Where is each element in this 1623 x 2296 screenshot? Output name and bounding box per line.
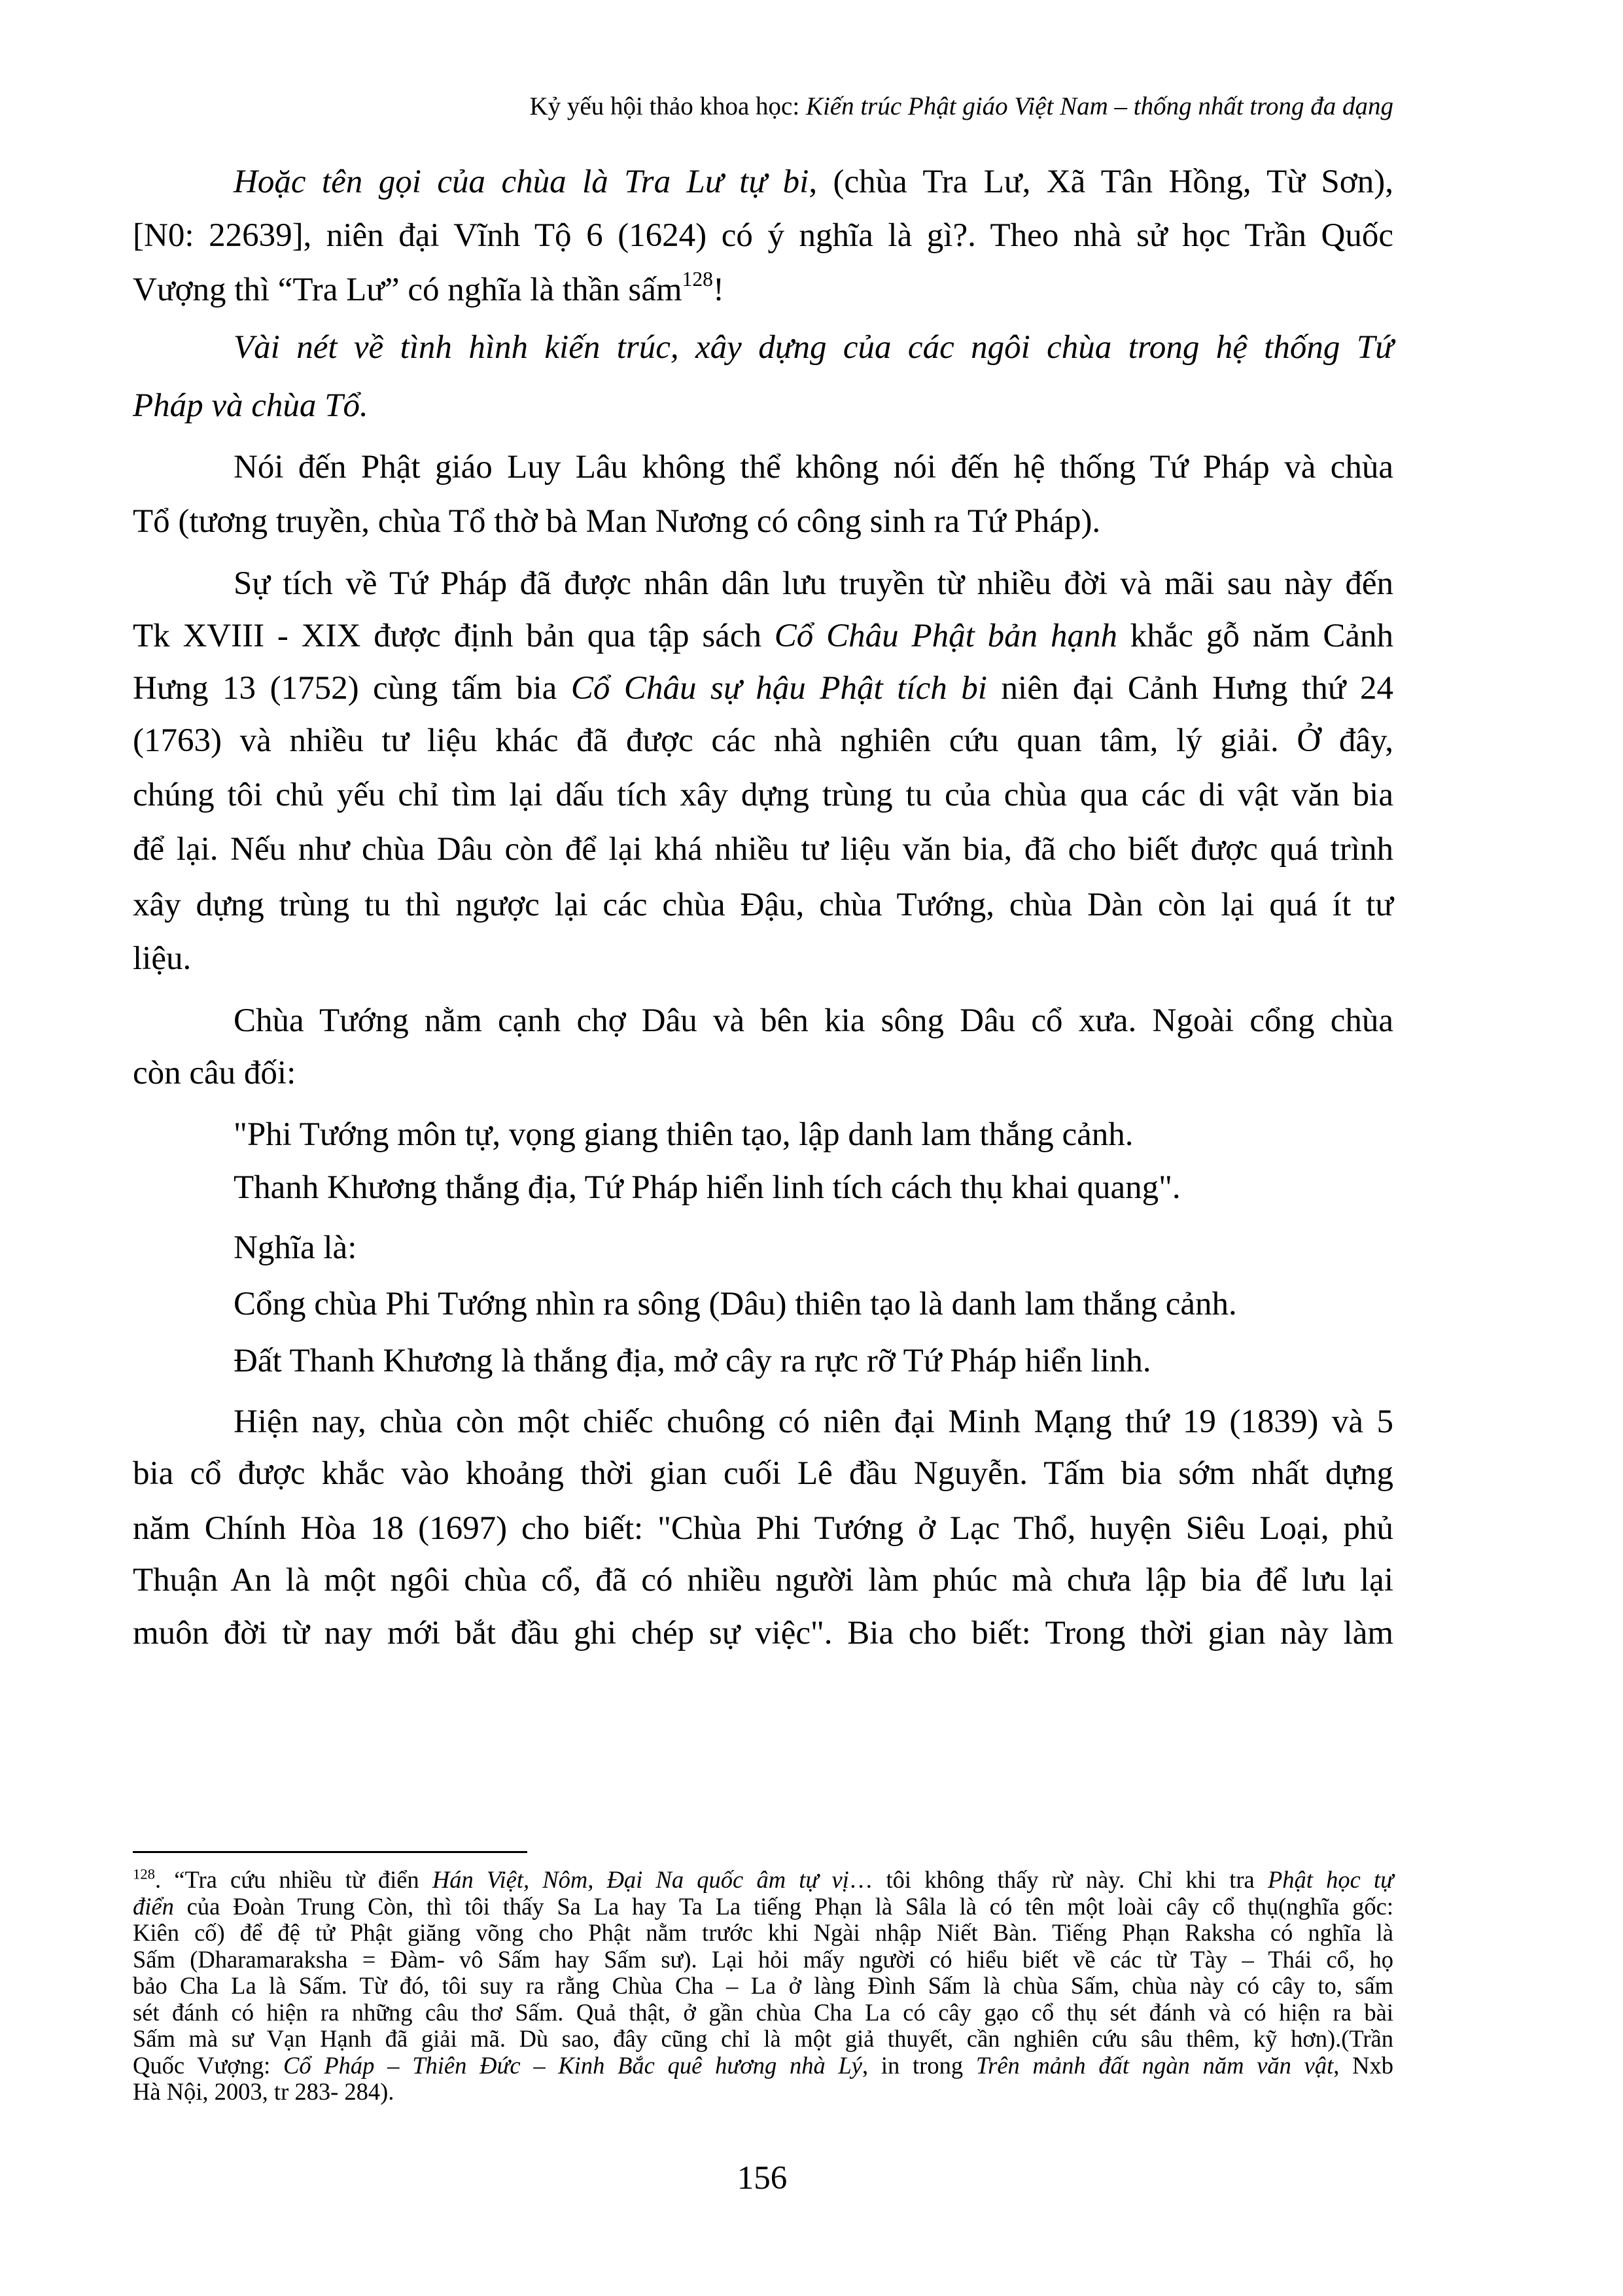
body-line bbox=[234, 1001, 1393, 1040]
body-line bbox=[133, 502, 1393, 541]
italic-text: Cổ Châu Phật bản hạnh bbox=[774, 618, 1117, 654]
body-line bbox=[234, 1284, 1237, 1324]
text-segment: Kiên cố) để đệ tử Phật giăng võng cho Phật nằm trước khi Ngài nhập Niết Bàn. Tiếng Phạn Raksha có nghĩa là bbox=[133, 1919, 1393, 1946]
text-segment: Tổ (tương truyền, chùa Tổ thờ bà Man Nương có công sinh ra Tứ Pháp). bbox=[133, 503, 1101, 540]
body-line bbox=[133, 1053, 1393, 1093]
italic-text: Hán Việt, Nôm, Đại Na quốc âm tự vị bbox=[432, 1866, 849, 1893]
text-segment: chúng tôi chủ yếu chỉ tìm lại dấu tích xây dựng trùng tu của chùa qua các di vật văn bia bbox=[133, 777, 1393, 813]
text-segment: , in trong bbox=[862, 2051, 976, 2079]
footnote-reference: 128 bbox=[682, 267, 713, 291]
text-segment: "Phi Tướng môn tự, vọng giang thiên tạo, lập danh lam thắng cảnh. bbox=[234, 1116, 1134, 1153]
text-segment: niên đại Cảnh Hưng thứ 24 bbox=[986, 670, 1393, 707]
footnote-line bbox=[133, 1866, 1393, 1893]
body-line bbox=[133, 830, 1393, 869]
body-line bbox=[133, 939, 1393, 978]
footnote-line bbox=[133, 2078, 1393, 2105]
running-header-prefix: Kỷ yếu hội thảo khoa học: bbox=[529, 92, 806, 120]
text-segment: Hà Nội, 2003, tr 283- 284). bbox=[133, 2078, 394, 2105]
page-number: 156 bbox=[737, 2160, 788, 2197]
text-segment: Chùa Tướng nằm cạnh chợ Dâu và bên kia sông Dâu cổ xưa. Ngoài cổng chùa bbox=[234, 1002, 1393, 1039]
text-segment: sét đánh có hiện ra những câu thơ Sấm. Quả thật, ở gần chùa Cha La có cây gạo cổ thụ sét đánh và có hiện ra bài bbox=[133, 1998, 1393, 2026]
body-line bbox=[133, 267, 1393, 309]
italic-text: Cổ Châu sự hậu Phật tích bi bbox=[570, 670, 987, 707]
text-segment: , (chùa Tra Lư, Xã Tân Hồng, Từ Sơn), bbox=[809, 164, 1393, 200]
text-segment: để lại. Nếu như chùa Dâu còn để lại khá nhiều tư liệu văn bia, đã cho biết được quá trình bbox=[133, 831, 1393, 868]
body-line bbox=[133, 1454, 1393, 1493]
body-line bbox=[234, 448, 1393, 487]
footnote-line bbox=[133, 1893, 1393, 1920]
italic-text: điển bbox=[133, 1892, 174, 1920]
body-line bbox=[133, 216, 1393, 255]
text-segment: Quốc Vượng: bbox=[133, 2051, 284, 2079]
body-line bbox=[133, 775, 1393, 815]
text-segment: Sấm (Dharamaraksha = Đàm- vô Sấm hay Sấm sư). Lại hỏi mấy người có hiểu biết về các từ Tày – Thái cổ, họ bbox=[133, 1945, 1393, 1973]
running-header bbox=[530, 92, 1393, 121]
text-segment: còn câu đối: bbox=[133, 1055, 296, 1091]
italic-text: Hoặc tên gọi của chùa là Tra Lư tự bi bbox=[234, 164, 809, 200]
text-segment: , Nxb bbox=[1333, 2051, 1394, 2079]
text-segment: liệu. bbox=[133, 940, 192, 977]
footnote-line bbox=[133, 1972, 1393, 1999]
text-segment: xây dựng trùng tu thì ngược lại các chùa Đậu, chùa Tướng, chùa Dàn còn lại quá ít tư bbox=[133, 887, 1393, 923]
body-line bbox=[234, 1341, 1151, 1381]
text-segment: (1763) và nhiều tư liệu khác đã được các nhà nghiên cứu quan tâm, lý giải. Ở đây, bbox=[133, 722, 1393, 759]
text-segment: khắc gỗ năm Cảnh bbox=[1117, 618, 1393, 654]
running-header-title: Kiến trúc Phật giáo Việt Nam – thống nhất trong đa dạng bbox=[805, 92, 1393, 120]
text-segment: bảo Cha La là Sấm. Từ đó, tôi suy ra rằng Chùa Cha – La ở làng Đình Sấm là chùa Sấm, chùa này có cây to, sấm bbox=[133, 1972, 1393, 1999]
footnote-line bbox=[133, 1999, 1393, 2026]
italic-text: Vài nét về tình hình kiến trúc, xây dựng của các ngôi chùa trong hệ thống Tứ bbox=[234, 329, 1393, 366]
text-segment: ! bbox=[712, 272, 724, 308]
text-segment: Đất Thanh Khương là thắng địa, mở cây ra rực rỡ Tứ Pháp hiển linh. bbox=[234, 1343, 1151, 1379]
body-line bbox=[133, 669, 1393, 708]
text-segment: Sự tích về Tứ Pháp đã được nhân dân lưu truyền từ nhiều đời và mãi sau này đến bbox=[234, 565, 1393, 602]
text-segment: Hưng 13 (1752) cùng tấm bia bbox=[133, 670, 571, 707]
text-segment: … tôi không thấy rừ này. Chỉ khi tra bbox=[848, 1866, 1268, 1893]
footnote-line bbox=[133, 1919, 1393, 1946]
body-line bbox=[234, 328, 1393, 367]
italic-text: Pháp và chùa Tổ. bbox=[133, 387, 368, 424]
body-line bbox=[133, 721, 1393, 760]
body-line bbox=[234, 1168, 1181, 1207]
body-line bbox=[133, 1509, 1393, 1548]
text-segment: Tk XVIII - XIX được định bản qua tập sách bbox=[133, 618, 775, 654]
body-line bbox=[133, 1614, 1393, 1653]
text-segment: Thuận An là một ngôi chùa cổ, đã có nhiều người làm phúc mà chưa lập bia để lưu lại bbox=[133, 1562, 1393, 1598]
body-line bbox=[234, 162, 1393, 202]
italic-text: Trên mảnh đất ngàn năm văn vật bbox=[975, 2051, 1334, 2079]
body-line bbox=[234, 564, 1393, 603]
footnote-separator bbox=[133, 1851, 527, 1853]
text-segment: muôn đời từ nay mới bắt đầu ghi chép sự việc". Bia cho biết: Trong thời gian này làm bbox=[133, 1615, 1393, 1651]
text-segment: Vượng thì “Tra Lư” có nghĩa là thần sấm bbox=[133, 272, 682, 308]
italic-text: Cổ Pháp – Thiên Đức – Kinh Bắc quê hương nhà Lý bbox=[283, 2051, 862, 2079]
italic-text: Phật học tự bbox=[1267, 1866, 1394, 1893]
body-line bbox=[234, 1228, 357, 1267]
footnote-line bbox=[133, 1946, 1393, 1973]
text-segment: Cổng chùa Phi Tướng nhìn ra sông (Dâu) thiên tạo là danh lam thắng cảnh. bbox=[234, 1286, 1237, 1322]
text-segment: năm Chính Hòa 18 (1697) cho biết: "Chùa Phi Tướng ở Lạc Thổ, huyện Siêu Loại, phủ bbox=[133, 1510, 1393, 1547]
text-segment: [N0: 22639], niên đại Vĩnh Tộ 6 (1624) có ý nghĩa là gì?. Theo nhà sử học Trần Quốc bbox=[133, 217, 1393, 254]
text-segment: . “Tra cứu nhiều từ điển bbox=[154, 1866, 432, 1893]
body-line bbox=[234, 1402, 1393, 1441]
body-line bbox=[133, 1561, 1393, 1600]
footnote-line bbox=[133, 2025, 1393, 2052]
footnote-line bbox=[133, 2052, 1393, 2079]
text-segment: Hiện nay, chùa còn một chiếc chuông có niên đại Minh Mạng thứ 19 (1839) và 5 bbox=[234, 1404, 1393, 1440]
text-segment: Sấm mà sư Vạn Hạnh đã giải mã. Dù sao, đây cũng chỉ là một giả thuyết, cần nghiên cứu sâu thêm, kỹ hơn).(Trần bbox=[133, 2025, 1393, 2052]
text-segment: bia cổ được khắc vào khoảng thời gian cuối Lê đầu Nguyễn. Tấm bia sớm nhất dựng bbox=[133, 1455, 1393, 1492]
text-segment: của Đoàn Trung Còn, thì tôi thấy Sa La hay Ta La tiếng Phạn là Sâla là có tên một loài cây cổ thụ(nghĩa gốc: bbox=[173, 1892, 1393, 1920]
body-line bbox=[234, 1115, 1134, 1154]
body-line bbox=[133, 616, 1393, 656]
body-line bbox=[133, 386, 1393, 425]
text-segment: Thanh Khương thắng địa, Tứ Pháp hiển linh tích cách thụ khai quang". bbox=[234, 1169, 1181, 1206]
text-segment: Nghĩa là: bbox=[234, 1229, 357, 1266]
body-line bbox=[133, 885, 1393, 925]
footnote-reference: 128 bbox=[133, 1865, 155, 1882]
text-segment: Nói đến Phật giáo Luy Lâu không thể không nói đến hệ thống Tứ Pháp và chùa bbox=[234, 449, 1393, 486]
